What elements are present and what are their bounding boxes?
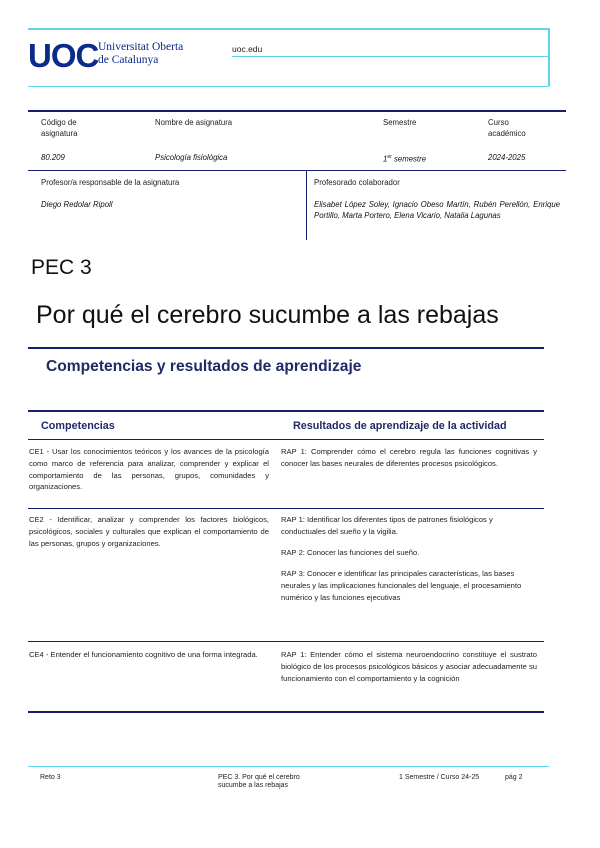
footer-rule [28, 766, 549, 767]
footer-center-line1: PEC 3. Por qué el cerebro [218, 774, 300, 781]
competencies-header: Competencias [41, 420, 115, 432]
result-ce1-rap1: RAP 1: Comprender cómo el cerebro regula las funciones cognitivas y conocer las bases neurales de diferentes procesos psicológicos. [281, 447, 537, 468]
header-top-rule [28, 28, 549, 30]
teacher-label: Profesor/a responsable de la asignatura [41, 178, 180, 187]
results-ce2 [281, 514, 537, 613]
year-value: 2024-2025 [488, 153, 526, 162]
semester-word: semestre [391, 154, 427, 164]
subject-value: Psicología fisiológica [155, 153, 228, 162]
subject-label: Nombre de asignatura [155, 118, 233, 127]
year-label: Curso académico [488, 118, 526, 138]
university-name-line2: de Catalunya [98, 54, 159, 66]
uoc-logo [28, 36, 98, 78]
comp-table-bottom-rule [28, 711, 544, 713]
code-value: 80.209 [41, 153, 65, 162]
university-name [98, 41, 183, 67]
uoc-logo-mark: UOC [28, 37, 98, 74]
footer-center-line2: sucumbe a las rebajas [218, 782, 289, 789]
collaborators-value: Elisabet López Soley, Ignacio Obeso Martín, Rubén Perellón, Enrique Portillo, Marta Portero, Elena Vicario, Natalia Lagunas [314, 200, 560, 220]
result-ce4-rap1: RAP 1: Entender cómo el sistema neuroendocrino constituye el sustrato biológico de los procesos psicológicos básicos y asociar adecuadamente su funcionamiento con el comportamiento y la cognición [281, 650, 537, 683]
row-separator-1 [28, 508, 544, 509]
semester-number: 1 [383, 154, 388, 164]
header-bottom-rule [28, 86, 549, 87]
teacher-value: Diego Redolar Ripoll [41, 200, 113, 209]
semester-label: Semestre [383, 118, 417, 127]
pec-label: PEC 3 [31, 256, 92, 279]
row-separator-2 [28, 641, 544, 642]
result-ce2-rap2: RAP 2: Conocer las funciones del sueño. [281, 548, 420, 558]
footer-right: 1 Semestre / Curso 24-25 [399, 774, 480, 781]
header-mid-rule [232, 56, 548, 57]
competency-ce1: CE1 - Usar los conocimientos teóricos y los avances de la psicología como marco de referencia para analizar, comprender y explicar el comportamiento de las personas, grupos, comunidades y organizaciones. [29, 447, 269, 492]
footer-left: Reto 3 [40, 774, 61, 781]
section-title: Competencias y resultados de aprendizaje [46, 358, 362, 375]
comp-table-top-rule [28, 410, 544, 412]
comp-table-header-rule [28, 439, 544, 440]
competency-ce2: CE2 - Identificar, analizar y comprender los factores biológicos, psicológicos, sociales y culturales que explican el comportamiento de las personas, grupos y organizaciones. [29, 515, 269, 548]
competency-ce4: CE4 - Entender el funcionamiento cognitivo de una forma integrada. [29, 650, 258, 659]
collaborators-label: Profesorado colaborador [314, 178, 400, 187]
semester-ordinal: er [387, 154, 392, 160]
footer-center [218, 774, 300, 790]
header-right-rule [548, 28, 550, 86]
info-table-divider [306, 170, 307, 240]
document-title: Por qué el cerebro sucumbe a las rebajas [36, 301, 499, 329]
result-ce2-rap3: RAP 3: Conocer e identificar las principales características, las bases neurales y las implicaciones funcionales del lenguaje, el procesamiento numérico y las funciones ejecutivas [281, 569, 522, 602]
info-table-top-rule [28, 110, 566, 112]
university-name-line1: Universitat Oberta [98, 41, 184, 53]
info-table-mid-rule [28, 170, 566, 171]
title-underline [28, 347, 544, 349]
footer-page-number: pág 2 [505, 774, 523, 781]
results-header: Resultados de aprendizaje de la actividad [293, 420, 507, 432]
university-url[interactable]: uoc.edu [232, 44, 263, 54]
result-ce2-rap1: RAP 1: Identificar los diferentes tipos de patrones fisiológicos y conductuales del sueño y la vigilia. [281, 515, 493, 536]
semester-value [383, 152, 426, 165]
code-label: Código de asignatura [41, 118, 78, 138]
